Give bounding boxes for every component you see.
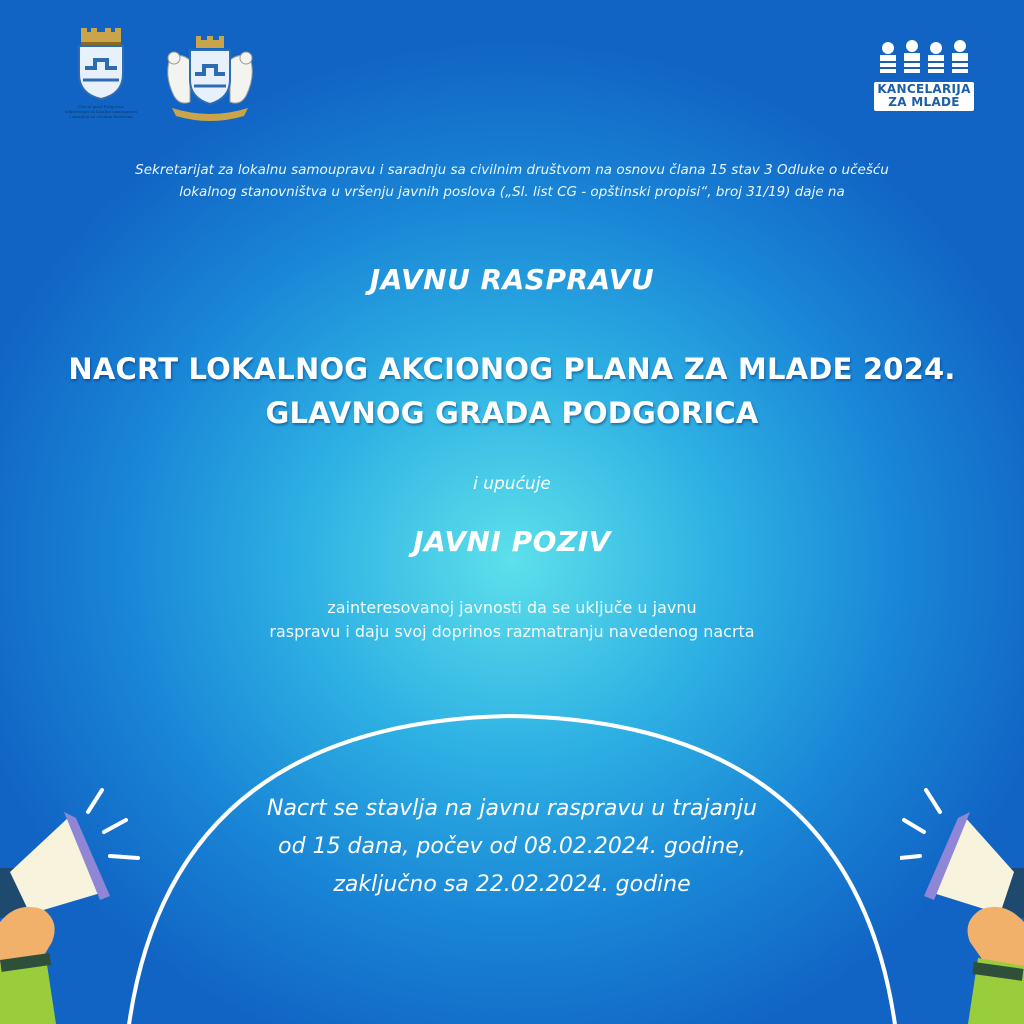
crest-icon: [75, 28, 127, 100]
kancelarija-label-box: [874, 82, 974, 111]
kancelarija-za-mlade-logo: [874, 40, 974, 120]
caption-line: Sekretarijat za lokalnu samoupravu: [64, 109, 138, 114]
kancelarija-label: KANCELARIJA ZA MLADE: [877, 82, 971, 109]
main-title-line2: GLAVNOG GRADA PODGORICA: [265, 396, 759, 430]
description-text: [180, 596, 844, 644]
megaphone-left-icon: [0, 782, 150, 1024]
heading-javnu-raspravu: JAVNU RASPRAVU: [369, 263, 655, 296]
heading-javni-poziv: JAVNI POZIV: [413, 525, 611, 558]
main-title-line1: NACRT LOKALNOG AKCIONOG PLANA ZA MLADE 2024.: [68, 352, 956, 386]
podgorica-lions-coat-of-arms-logo: [160, 36, 260, 122]
caption-line: Glavni grad Podgorica: [78, 104, 124, 109]
people-group-icon: [874, 40, 974, 82]
notice-text: Nacrt se stavlja na javnu raspravu u trajanju od 15 dana, počev od 08.02.2024. godine, zaključno sa 22.02.2024. godine: [266, 796, 757, 897]
megaphone-right-icon: [900, 782, 1024, 1024]
description-line2: raspravu i daju svoj doprinos razmatranju navedenog nacrta: [269, 622, 755, 641]
crest-caption: [56, 104, 146, 119]
main-title: [0, 347, 1024, 435]
upucuje-text: i upućuje: [473, 474, 551, 494]
lions-crest-icon: [160, 36, 260, 122]
description-line1: zainteresovanoj javnosti da se uključe u javnu: [327, 598, 697, 617]
intro-text: Sekretarijat za lokalnu samoupravu i saradnju sa civilnim društvom na osnovu člana 15 stav 3 Odluke o učešću lokalnog stanovništva u vršenju javnih poslova („Sl. list CG - opštinski propisi“, broj 31/19) daje na: [135, 162, 889, 200]
caption-line: i saradnju sa civilnim društvom: [69, 114, 133, 119]
podgorica-coat-of-arms-logo: [56, 28, 146, 138]
